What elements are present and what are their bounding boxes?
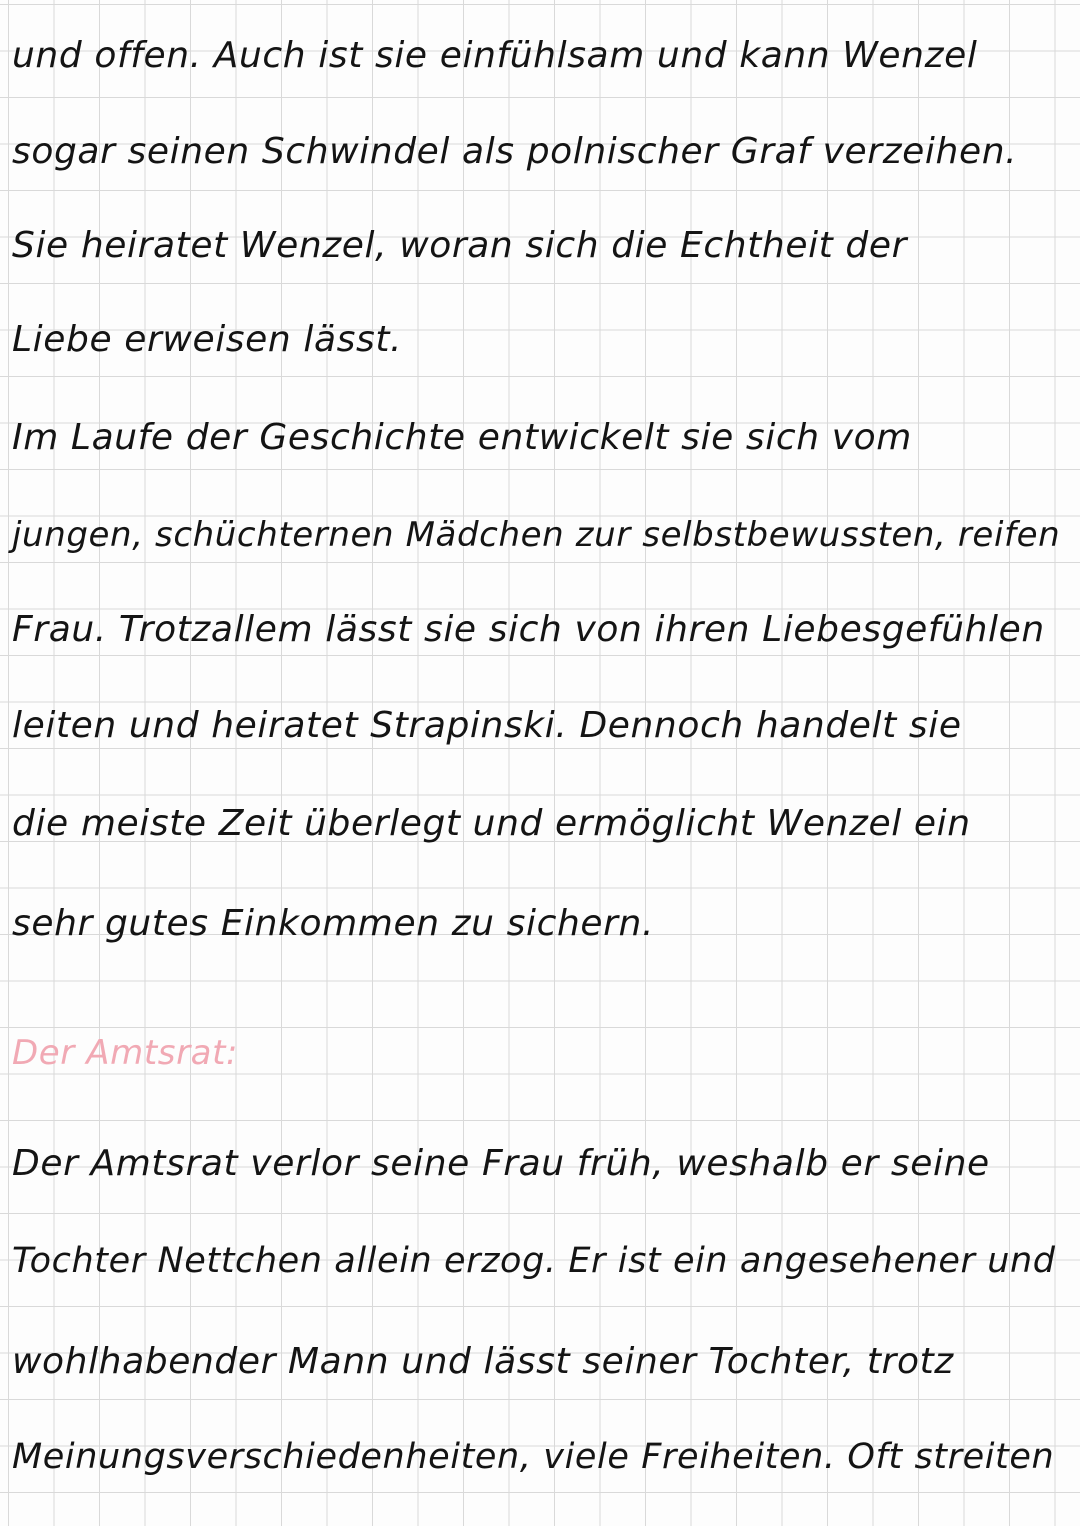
text-line: Sie heiratet Wenzel, woran sich die Echtheit der <box>12 225 908 266</box>
text-line: wohlhabender Mann und lässt seiner Tochter, trotz <box>12 1341 954 1382</box>
text-line: leiten und heiratet Strapinski. Dennoch handelt sie <box>12 705 962 746</box>
text-line: sehr gutes Einkommen zu sichern. <box>12 903 655 944</box>
text-line: jungen, schüchternen Mädchen zur selbstbewussten, reifen <box>12 515 1061 555</box>
text-line: Im Laufe der Geschichte entwickelt sie sich vom <box>12 417 912 458</box>
text-line: die meiste Zeit überlegt und ermöglicht Wenzel ein <box>12 803 971 844</box>
section-heading: Der Amtsrat: <box>12 1033 239 1073</box>
text-line: und offen. Auch ist sie einfühlsam und kann Wenzel <box>12 35 978 76</box>
text-line: Frau. Trotzallem lässt sie sich von ihren Liebesgefühlen <box>12 609 1045 650</box>
text-line: sogar seinen Schwindel als polnischer Graf verzeihen. <box>12 131 1018 172</box>
text-line: Tochter Nettchen allein erzog. Er ist ein angesehener und <box>12 1241 1056 1281</box>
text-line: Meinungsverschiedenheiten, viele Freiheiten. Oft streiten <box>12 1437 1055 1477</box>
text-line: Der Amtsrat verlor seine Frau früh, weshalb er seine <box>12 1143 990 1184</box>
text-line: Liebe erweisen lässt. <box>12 319 403 360</box>
